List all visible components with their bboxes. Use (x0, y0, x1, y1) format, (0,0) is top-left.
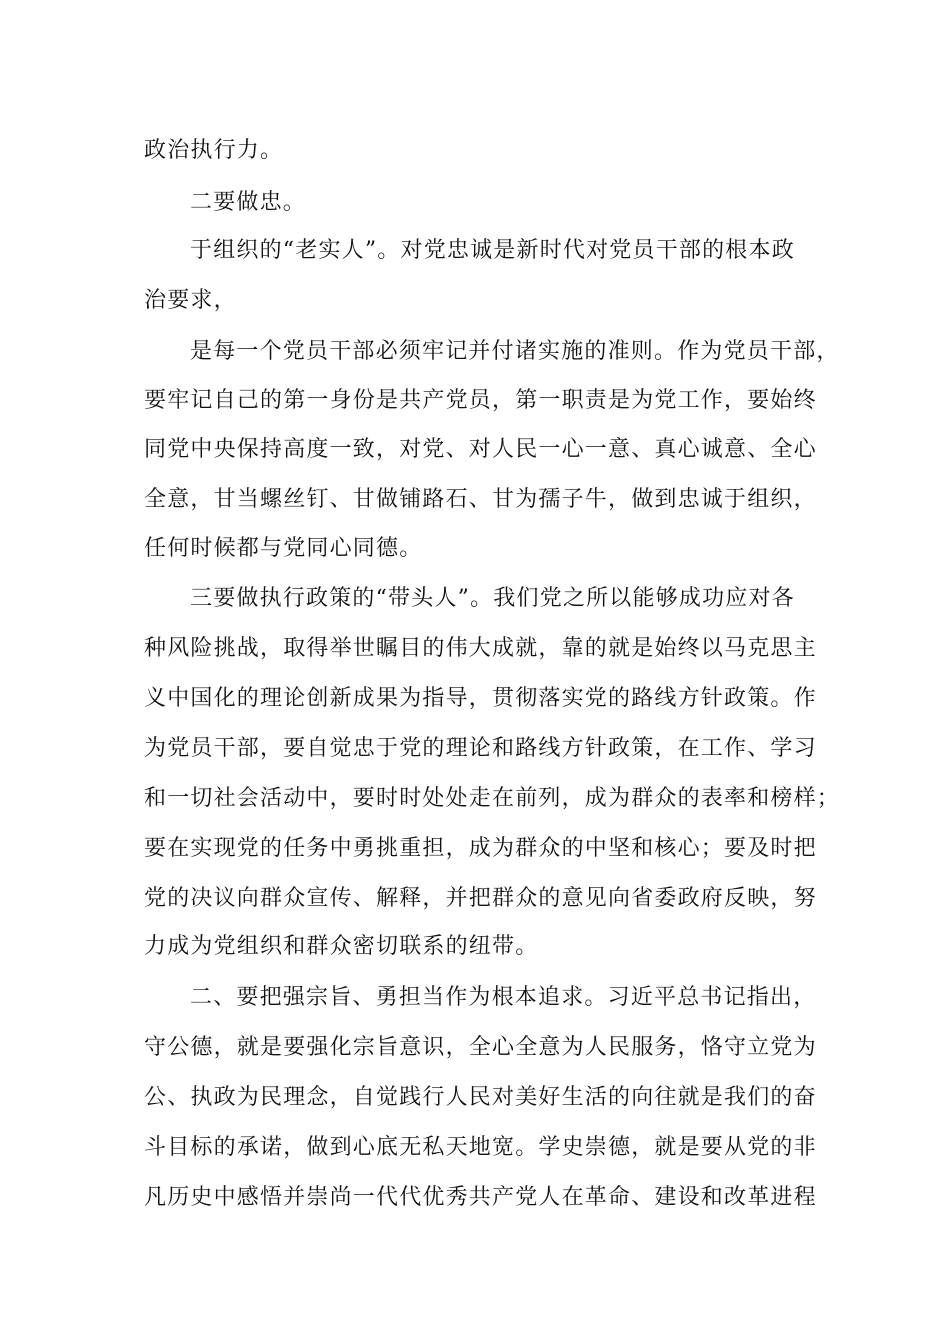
text-line: 全意，甘当螺丝钉、甘做铺路石、甘为孺子牛，做到忠诚于组织， (144, 487, 817, 512)
text-line: 要在实现党的任务中勇挑重担，成为群众的中坚和核心；要及时把 (144, 836, 817, 861)
text-line: 斗目标的承诺，做到心底无私天地宽。学史崇德，就是要从党的非 (144, 1135, 817, 1160)
text-line: 二要做忠。 (190, 190, 307, 215)
text-line: 同党中央保持高度一致，对党、对人民一心一意、真心诚意、全心 (144, 437, 817, 462)
text-line: 治要求， (144, 288, 237, 313)
text-line: 三要做执行政策的“带头人”。我们党之所以能够成功应对各 (190, 586, 795, 611)
text-line: 凡历史中感悟并崇尚一代代优秀共产党人在革命、建设和改革进程 (144, 1185, 817, 1210)
text-line: 是每一个党员干部必须牢记并付诸实施的准则。作为党员干部， (190, 339, 840, 364)
text-line: 要牢记自己的第一身份是共产党员，第一职责是为党工作，要始终 (144, 388, 817, 413)
text-line: 为党员干部，要自觉忠于党的理论和路线方针政策，在工作、学习 (144, 736, 817, 761)
text-line: 党的决议向群众宣传、解释，并把群众的意见向省委政府反映，努 (144, 886, 817, 911)
text-line: 和一切社会活动中，要时时处处走在前列，成为群众的表率和榜样； (144, 786, 841, 811)
text-line: 种风险挑战，取得举世瞩目的伟大成就，靠的就是始终以马克思主 (144, 636, 817, 661)
text-line: 二、要把强宗旨、勇担当作为根本追求。习近平总书记指出， (190, 985, 817, 1010)
text-line: 守公德，就是要强化宗旨意识，全心全意为人民服务，恪守立党为 (144, 1035, 817, 1060)
text-line: 义中国化的理论创新成果为指导，贯彻落实党的路线方针政策。作 (144, 686, 817, 711)
text-line: 力成为党组织和群众密切联系的纽带。 (144, 934, 539, 959)
text-line: 政治执行力。 (144, 138, 284, 163)
text-line: 任何时候都与党同心同德。 (144, 536, 423, 561)
text-line: 于组织的“老实人”。对党忠诚是新时代对党员干部的根本政 (190, 238, 795, 263)
text-line: 公、执政为民理念，自觉践行人民对美好生活的向往就是我们的奋 (144, 1085, 817, 1110)
